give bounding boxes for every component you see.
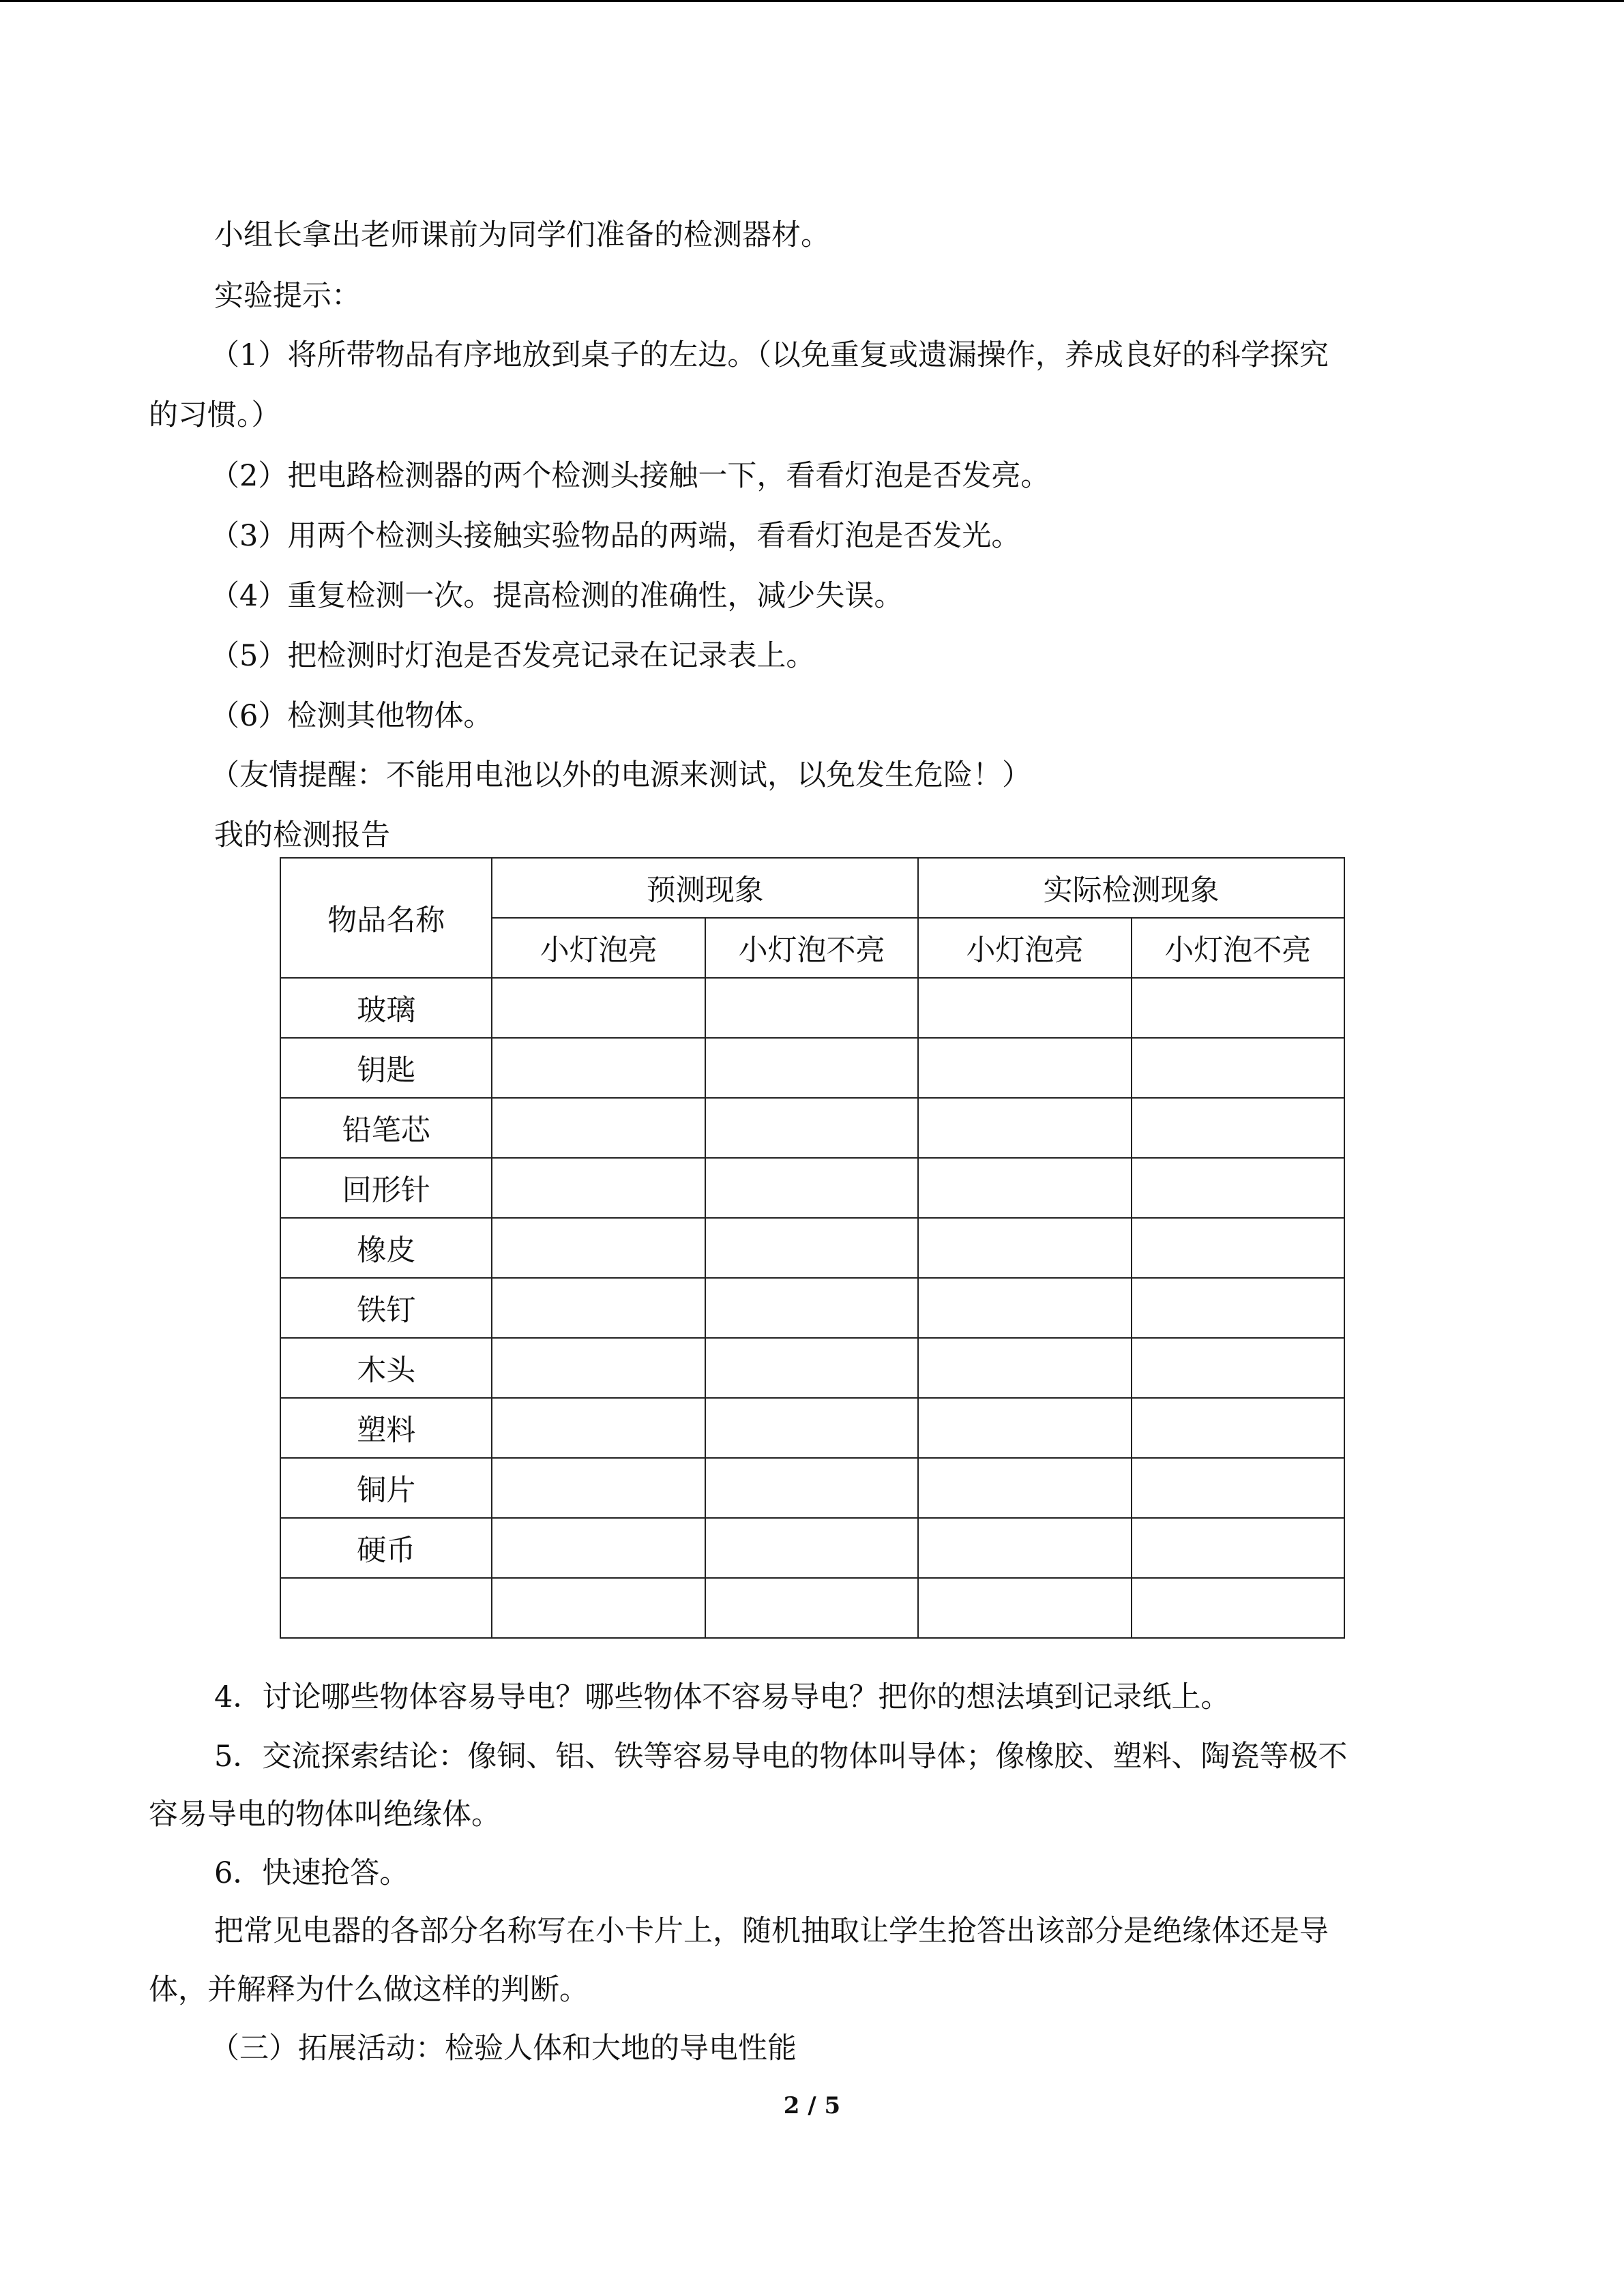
item-name-cell: 玻璃 bbox=[280, 978, 492, 1038]
blank-cell[interactable] bbox=[705, 1278, 918, 1338]
table-row bbox=[280, 1218, 1344, 1278]
paragraph-tip-6: （6）检测其他物体。 bbox=[210, 699, 493, 733]
question-6-detail-cont: 体，并解释为什么做这样的判断。 bbox=[149, 1973, 589, 2007]
subheader-predict-on: 小灯泡亮 bbox=[492, 918, 705, 978]
blank-cell[interactable] bbox=[492, 1038, 705, 1098]
paragraph-tip-1: （1）将所带物品有序地放到桌子的左边。（以免重复或遗漏操作，养成良好的科学探究 bbox=[210, 338, 1329, 372]
question-6: 6．快速抢答。 bbox=[214, 1856, 409, 1890]
item-name-cell: 铜片 bbox=[280, 1458, 492, 1518]
question-5-cont: 容易导电的物体叫绝缘体。 bbox=[149, 1798, 501, 1832]
blank-cell[interactable] bbox=[705, 1218, 918, 1278]
table-row bbox=[280, 978, 1344, 1038]
blank-cell[interactable] bbox=[1132, 1098, 1344, 1158]
table-row bbox=[280, 1398, 1344, 1458]
blank-cell[interactable] bbox=[918, 1458, 1131, 1518]
blank-cell[interactable] bbox=[492, 1218, 705, 1278]
item-name-cell: 铅笔芯 bbox=[280, 1098, 492, 1158]
paragraph-tip-3: （3）用两个检测头接触实验物品的两端，看看灯泡是否发光。 bbox=[210, 519, 1021, 553]
table-row bbox=[280, 1098, 1344, 1158]
item-name-cell: 橡皮 bbox=[280, 1218, 492, 1278]
blank-cell[interactable] bbox=[492, 1338, 705, 1398]
subheader-predict-off: 小灯泡不亮 bbox=[705, 918, 918, 978]
table-row bbox=[280, 1338, 1344, 1398]
table-row bbox=[280, 1518, 1344, 1578]
blank-cell[interactable] bbox=[918, 1158, 1131, 1218]
section-3-heading: （三）拓展活动：检验人体和大地的导电性能 bbox=[210, 2031, 797, 2066]
paragraph-materials: 小组长拿出老师课前为同学们准备的检测器材。 bbox=[214, 218, 830, 252]
blank-cell[interactable] bbox=[492, 1278, 705, 1338]
blank-cell[interactable] bbox=[492, 1158, 705, 1218]
table-row bbox=[280, 1458, 1344, 1518]
blank-cell[interactable] bbox=[1132, 1398, 1344, 1458]
blank-cell[interactable] bbox=[918, 1278, 1131, 1338]
table-row bbox=[280, 1158, 1344, 1218]
item-name-cell: 钥匙 bbox=[280, 1038, 492, 1098]
question-4: 4．讨论哪些物体容易导电？哪些物体不容易导电？把你的想法填到记录纸上。 bbox=[214, 1680, 1230, 1714]
blank-cell[interactable] bbox=[918, 1518, 1131, 1578]
paragraph-tips-heading: 实验提示： bbox=[214, 279, 361, 313]
blank-cell[interactable] bbox=[492, 978, 705, 1038]
paragraph-tip-5: （5）把检测时灯泡是否发亮记录在记录表上。 bbox=[210, 639, 816, 673]
paragraph-safety-note: （友情提醒：不能用电池以外的电源来测试，以免发生危险！） bbox=[210, 758, 1031, 792]
blank-cell[interactable] bbox=[918, 978, 1131, 1038]
blank-cell[interactable] bbox=[705, 1578, 918, 1638]
question-5: 5．交流探索结论：像铜、铝、铁等容易导电的物体叫导体；像橡胶、塑料、陶瓷等极不 bbox=[214, 1740, 1348, 1774]
table-header-row bbox=[280, 858, 1344, 918]
blank-cell[interactable] bbox=[705, 1338, 918, 1398]
blank-cell[interactable] bbox=[1132, 1158, 1344, 1218]
item-name-cell: 回形针 bbox=[280, 1158, 492, 1218]
item-name-cell: 铁钉 bbox=[280, 1278, 492, 1338]
question-6-detail: 把常见电器的各部分名称写在小卡片上，随机抽取让学生抢答出该部分是绝缘体还是导 bbox=[214, 1914, 1329, 1948]
blank-cell[interactable] bbox=[492, 1098, 705, 1158]
subheader-actual-on: 小灯泡亮 bbox=[918, 918, 1131, 978]
blank-cell[interactable] bbox=[918, 1338, 1131, 1398]
header-item-name: 物品名称 bbox=[280, 858, 492, 978]
blank-cell[interactable] bbox=[1132, 1278, 1344, 1338]
paragraph-tip-1-cont: 的习惯。） bbox=[149, 398, 281, 432]
blank-cell[interactable] bbox=[492, 1458, 705, 1518]
item-name-cell: 木头 bbox=[280, 1338, 492, 1398]
blank-cell[interactable] bbox=[1132, 1518, 1344, 1578]
blank-cell[interactable] bbox=[492, 1398, 705, 1458]
page-number: 2 / 5 bbox=[783, 2092, 841, 2119]
blank-cell[interactable] bbox=[918, 1098, 1131, 1158]
item-name-cell: 塑料 bbox=[280, 1398, 492, 1458]
blank-cell[interactable] bbox=[1132, 1338, 1344, 1398]
blank-cell[interactable] bbox=[1132, 1038, 1344, 1098]
blank-cell[interactable] bbox=[705, 1158, 918, 1218]
blank-cell[interactable] bbox=[705, 978, 918, 1038]
blank-cell[interactable] bbox=[705, 1038, 918, 1098]
report-title: 我的检测报告 bbox=[214, 818, 390, 852]
paragraph-tip-2: （2）把电路检测器的两个检测头接触一下，看看灯泡是否发亮。 bbox=[210, 459, 1050, 493]
blank-cell[interactable] bbox=[705, 1518, 918, 1578]
header-actual: 实际检测现象 bbox=[918, 858, 1344, 918]
blank-cell[interactable] bbox=[492, 1518, 705, 1578]
blank-cell[interactable] bbox=[918, 1578, 1131, 1638]
blank-cell[interactable] bbox=[1132, 1578, 1344, 1638]
blank-cell[interactable] bbox=[705, 1458, 918, 1518]
blank-cell[interactable] bbox=[1132, 1218, 1344, 1278]
blank-cell[interactable] bbox=[705, 1098, 918, 1158]
detection-report-table bbox=[280, 857, 1345, 1639]
paragraph-tip-4: （4）重复检测一次。提高检测的准确性，减少失误。 bbox=[210, 579, 904, 613]
table-row bbox=[280, 1578, 1344, 1638]
table-row bbox=[280, 1278, 1344, 1338]
blank-cell[interactable] bbox=[918, 1218, 1131, 1278]
subheader-actual-off: 小灯泡不亮 bbox=[1132, 918, 1344, 978]
blank-cell[interactable] bbox=[1132, 1458, 1344, 1518]
item-name-cell: 硬币 bbox=[280, 1518, 492, 1578]
blank-cell[interactable] bbox=[492, 1578, 705, 1638]
item-name-cell[interactable] bbox=[280, 1578, 492, 1638]
top-border bbox=[0, 0, 1624, 2]
blank-cell[interactable] bbox=[1132, 978, 1344, 1038]
header-predicted: 预测现象 bbox=[492, 858, 918, 918]
blank-cell[interactable] bbox=[918, 1398, 1131, 1458]
blank-cell[interactable] bbox=[918, 1038, 1131, 1098]
blank-cell[interactable] bbox=[705, 1398, 918, 1458]
table-row bbox=[280, 1038, 1344, 1098]
